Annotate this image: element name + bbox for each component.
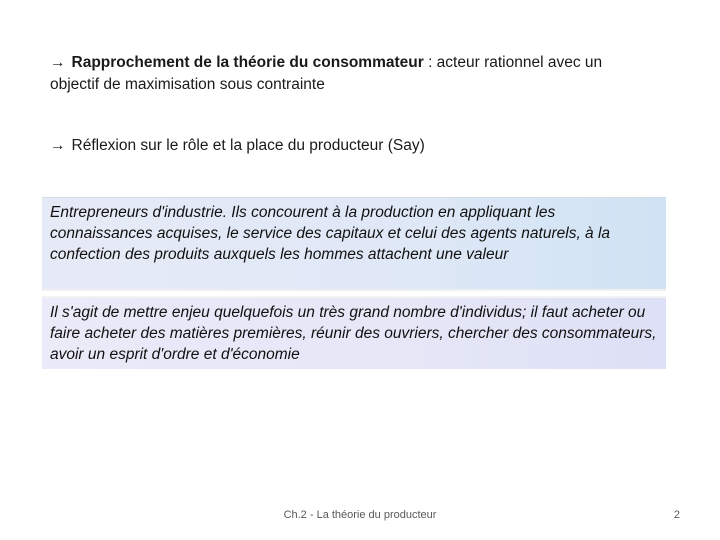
footer-title: Ch.2 - La théorie du producteur [283,509,437,521]
paragraph-producer-role [50,135,650,157]
paragraph-rest-text: : acteur rationnel avec un objectif de maximisation sous contrainte [50,54,603,93]
slide-footer [0,509,720,523]
paragraph-consumer-theory [50,52,650,96]
arrow-icon: → [50,54,66,71]
arrow-icon: → [50,137,66,154]
quote-box-role-description: Il s'agit de mettre enjeu quelquefois un très grand nombre d'individus; il faut acheter ou faire acheter des matières premières, réunir des ouvriers, chercher des consommateurs, avoir un esprit d'ordre et d'économie [42,296,666,369]
quote-box-entrepreneurs: Entrepreneurs d'industrie. Ils concourent à la production en appliquant les connaissances acquises, le service des capitaux et celui des agents naturels, à la confection des produits auxquels les hommes attachent une valeur [42,197,666,291]
paragraph-bold-text: Rapprochement de la théorie du consommateur [71,54,424,71]
paragraph-text: Réflexion sur le rôle et la place du producteur (Say) [71,137,425,154]
page-number: 2 [673,509,680,521]
